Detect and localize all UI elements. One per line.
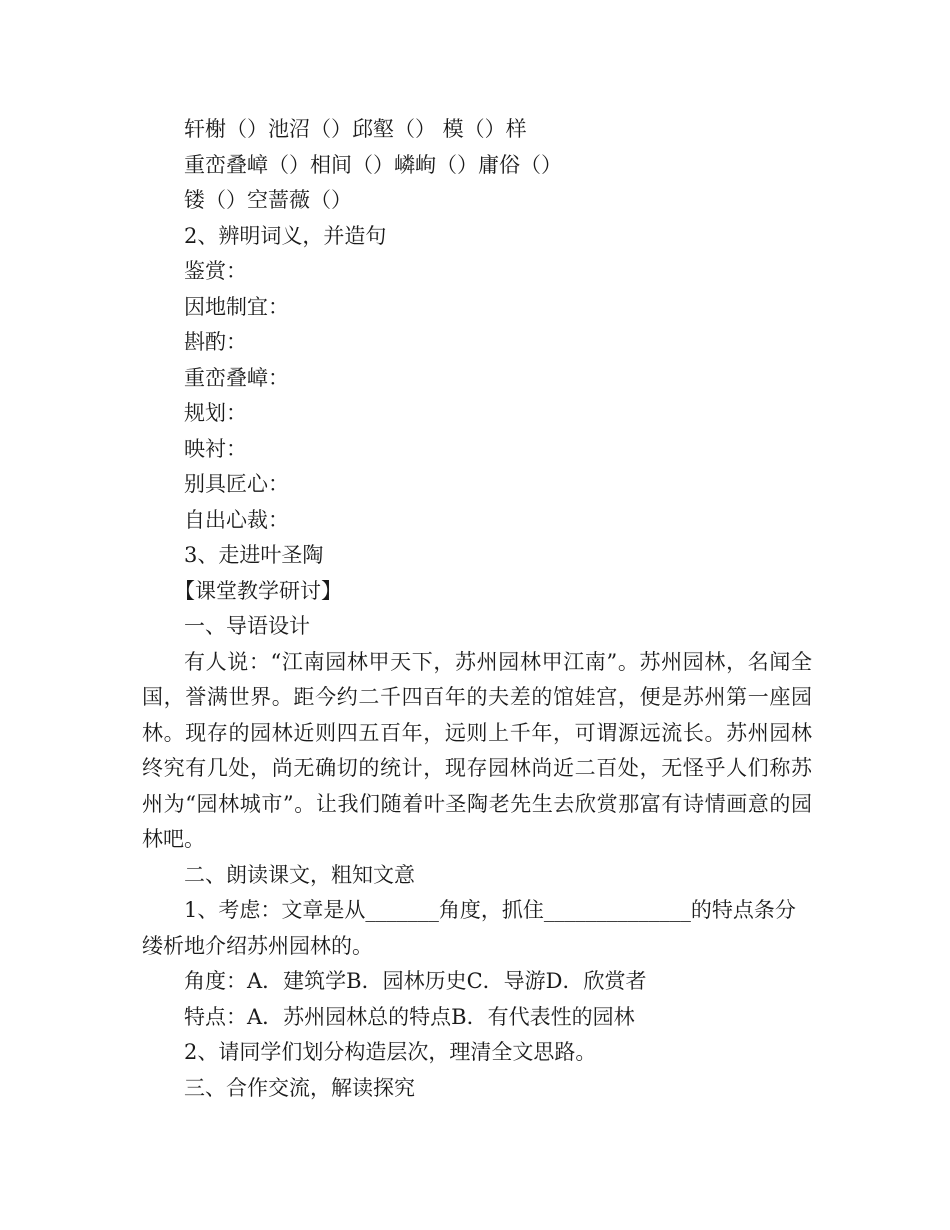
term-jianshang: 鉴赏： — [184, 259, 247, 283]
document-page — [142, 112, 812, 1106]
section-heading-reading: 二、朗读课文，粗知文意 — [184, 862, 415, 887]
term-yindizhiyi: 因地制宜： — [184, 294, 289, 319]
vocab-line-1: 轩榭（）池沼（）邱壑（） 模（）样 — [184, 117, 527, 141]
term-zichuxincai: 自出心裁： — [184, 507, 289, 532]
vocab-line-3: 镂（）空蔷薇（） — [184, 188, 352, 212]
section-heading-cooperation: 三、合作交流，解读探究 — [184, 1075, 415, 1100]
intro-paragraph: 有人说：“江南园林甲天下，苏州园林甲江南”。苏州园林，名闻全国，誉满世界。距今约二千四百年的夫差的馆娃宫，便是苏州第一座园林。现存的园林近则四五百年，远则上千年，可谓源远流长。苏州园林终究有几处，尚无确切的统计，现存园林尚近二百处，无怪乎人们称苏州为“园林城市”。让我们随着叶圣陶老先生去欣赏那富有诗情画意的园林吧。 — [142, 649, 812, 851]
section-heading-classroom: 【课堂教学研讨】 — [174, 578, 342, 603]
options-feature: 特点：A．苏州园林总的特点B．有代表性的园林 — [184, 1004, 635, 1029]
structure-task: 2、请同学们划分构造层次，理清全文思路。 — [184, 1040, 597, 1064]
section-heading-intro-design: 一、导语设计 — [184, 614, 310, 638]
term-yingchen: 映衬： — [184, 436, 247, 461]
term-guihua: 规划： — [184, 401, 247, 425]
term-chongluandiezhang: 重峦叠嶂： — [184, 365, 289, 390]
section-heading-word-meaning: 2、辨明词义，并造句 — [184, 223, 387, 248]
section-heading-ye-shengtao: 3、走进叶圣陶 — [184, 543, 324, 567]
term-biejujiangxin: 别具匠心： — [184, 472, 289, 496]
consider-paragraph: 1、考虑：文章是从_______角度，抓住______________的特点条分缕析地介绍苏州园林的。 — [142, 898, 796, 958]
vocab-line-2: 重峦叠嶂（）相间（）嶙峋（）庸俗（） — [184, 152, 562, 177]
term-zhenzhuo: 斟酌： — [184, 330, 247, 354]
options-angle: 角度：A．建筑学B．园林历史C．导游D．欣赏者 — [184, 969, 647, 993]
